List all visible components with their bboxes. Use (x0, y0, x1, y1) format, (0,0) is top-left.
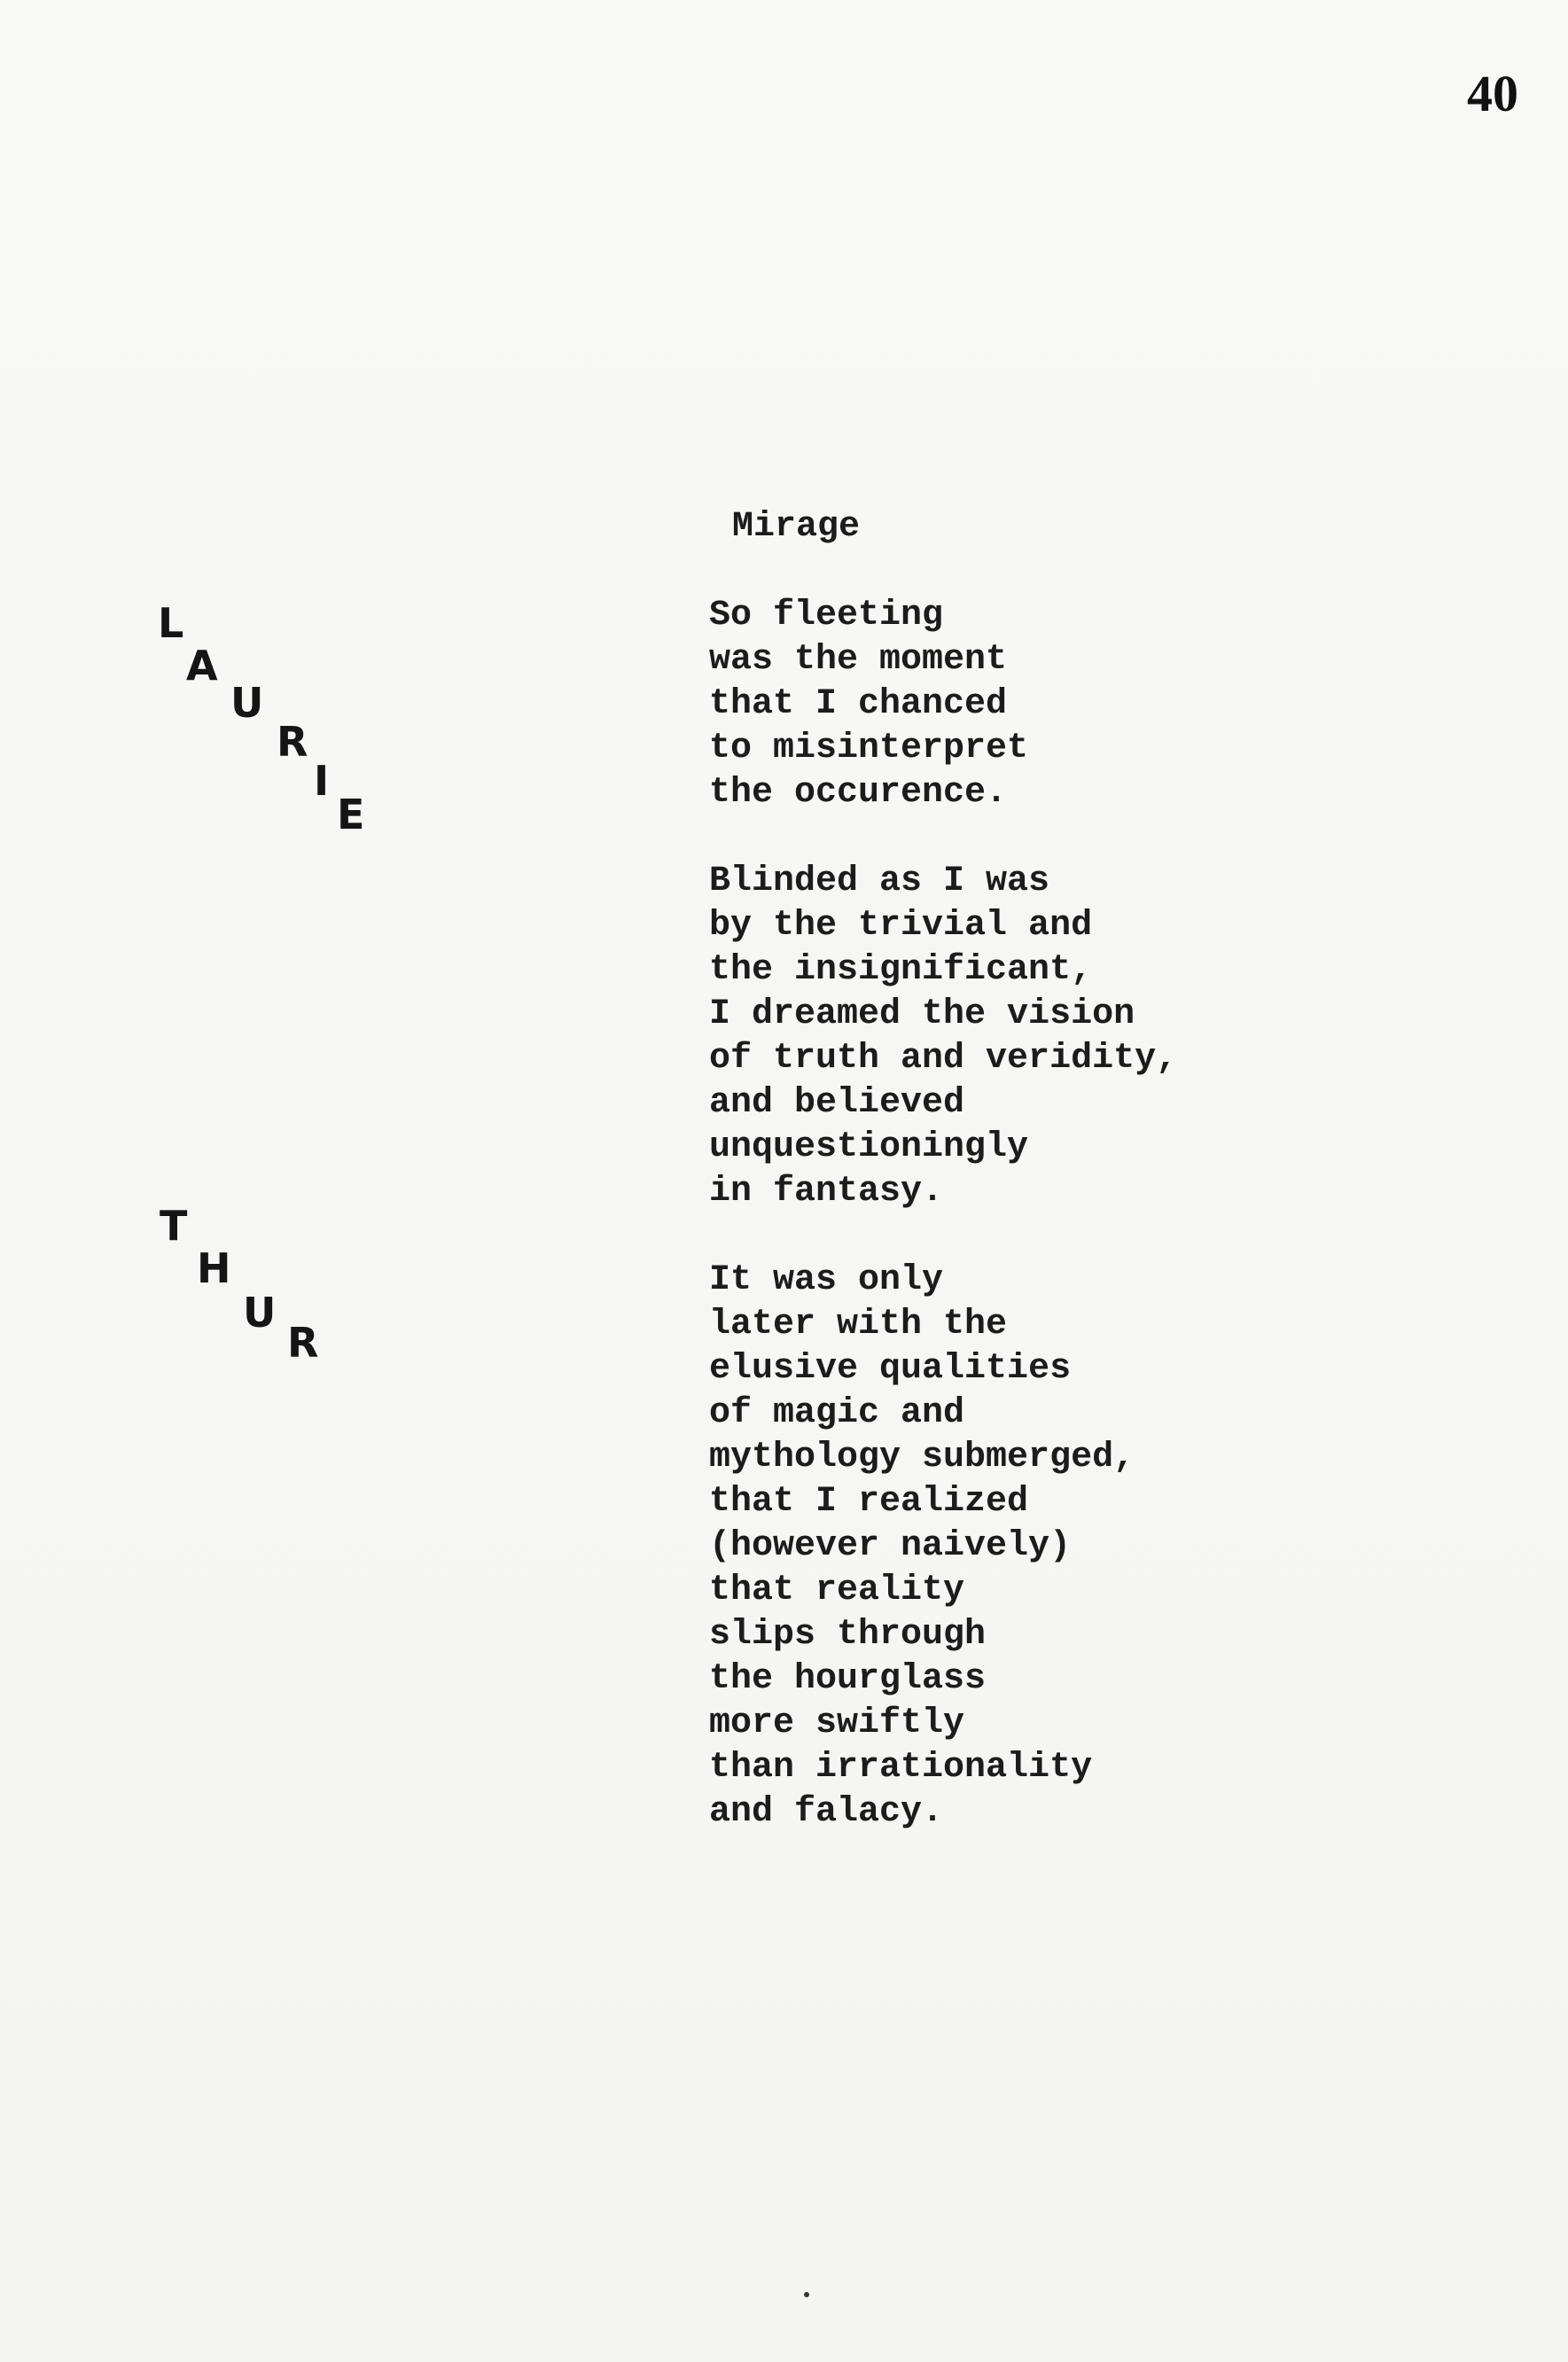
poem-line: that I chanced (709, 684, 1008, 724)
stanza (709, 860, 1507, 1214)
poem-line: the insignificant, (709, 950, 1093, 990)
poem-line: So fleeting (709, 596, 944, 635)
poem-line: that reality (709, 1571, 965, 1610)
poem-line: of magic and (709, 1393, 965, 1433)
poem-line: the occurence. (709, 773, 1008, 813)
author-letter: U (243, 1289, 277, 1337)
poem-line: more swiftly (709, 1703, 965, 1743)
poem (709, 505, 1507, 1879)
poem-line: Blinded as I was (709, 861, 1050, 901)
poem-line: by the trivial and (709, 906, 1093, 946)
author-letter: L (158, 599, 184, 647)
poem-line: of truth and veridity, (709, 1039, 1178, 1079)
poem-line: slips through (709, 1615, 987, 1655)
poem-title: Mirage (732, 507, 861, 547)
stanza (709, 594, 1507, 815)
poem-line: later with the (709, 1305, 1008, 1345)
poem-line: It was only (709, 1260, 944, 1300)
page-number: 40 (1467, 65, 1518, 122)
author-letter: I (314, 757, 330, 805)
poem-line: (however naively) (709, 1526, 1072, 1566)
poem-line: that I realized (709, 1482, 1029, 1522)
poem-line: and believed (709, 1083, 965, 1123)
author-letter: R (277, 718, 308, 766)
author-letter: E (337, 791, 365, 838)
poem-line: was the moment (709, 640, 1008, 680)
ink-dot (804, 2292, 809, 2297)
stanza (709, 1259, 1507, 1835)
poem-line: elusive qualities (709, 1349, 1072, 1389)
poem-line: in fantasy. (709, 1172, 944, 1212)
author-letter: U (230, 679, 264, 727)
author-letter: T (160, 1202, 188, 1250)
poem-line: than irrationality (709, 1748, 1093, 1788)
poem-line: I dreamed the vision (709, 994, 1135, 1034)
author-letter: R (287, 1319, 319, 1367)
author-letter: A (186, 642, 218, 690)
author-letter: H (197, 1244, 231, 1292)
poem-line: unquestioningly (709, 1127, 1029, 1167)
poem-line: and falacy. (709, 1792, 944, 1832)
poem-line: mythology submerged, (709, 1438, 1135, 1477)
poem-line: to misinterpret (709, 729, 1029, 768)
poem-line: the hourglass (709, 1659, 987, 1699)
